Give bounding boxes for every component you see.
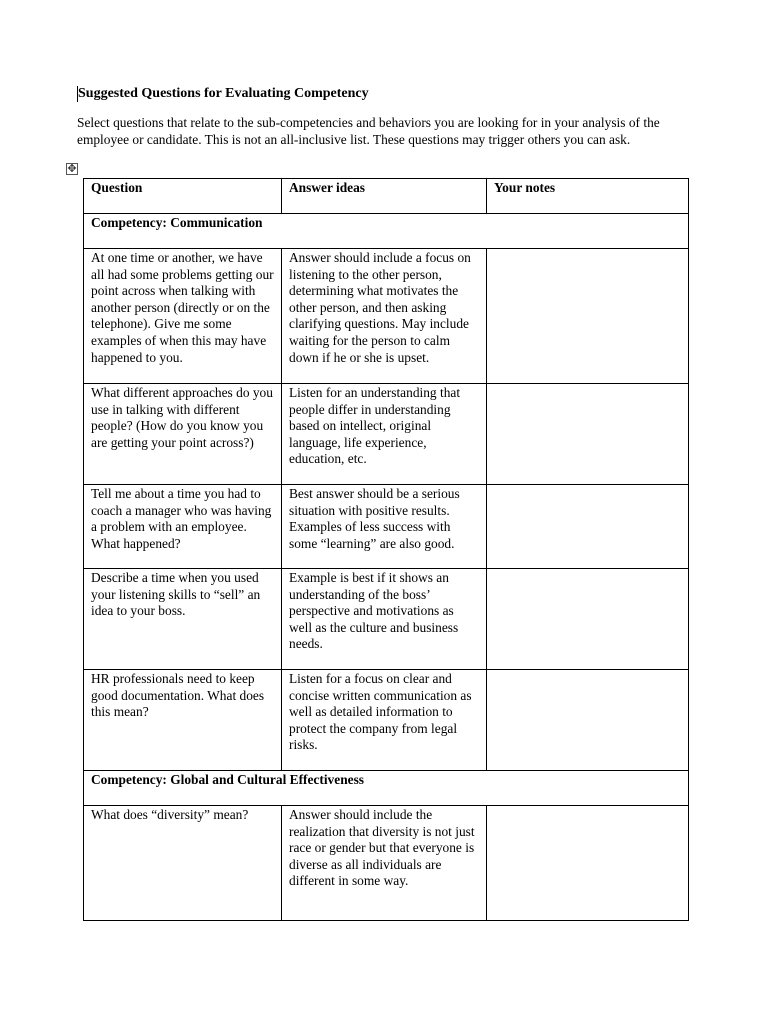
question-cell: What does “diversity” mean? [84,806,282,921]
section-title: Competency: Communication [84,214,689,249]
header-your-notes: Your notes [487,179,689,214]
notes-cell[interactable] [487,384,689,485]
table-header-row [84,179,689,214]
answer-cell: Listen for a focus on clear and concise written communication as well as detailed information to protect the company from legal risks. [282,670,487,771]
section-row-communication [84,214,689,249]
questions-table [83,178,689,921]
answer-cell: Example is best if it shows an understanding of the boss’ perspective and motivations as well as the culture and business needs. [282,569,487,670]
notes-cell[interactable] [487,485,689,569]
answer-cell: Best answer should be a serious situation with positive results. Examples of less success with some “learning” are also good. [282,485,487,569]
question-cell: At one time or another, we have all had some problems getting our point across when talking with another person (directly or on the telephone). Give me some examples of when this may have happened to you. [84,249,282,384]
answer-cell: Answer should include the realization that diversity is not just race or gender but that everyone is diverse as all individuals are different in some way. [282,806,487,921]
notes-cell[interactable] [487,670,689,771]
table-row [84,249,689,384]
notes-cell[interactable] [487,569,689,670]
table-row [84,670,689,771]
question-cell: Tell me about a time you had to coach a manager who was having a problem with an employee. What happened? [84,485,282,569]
section-row-global-cultural [84,771,689,806]
question-cell: What different approaches do you use in talking with different people? (How do you know you are getting your point across?) [84,384,282,485]
intro-paragraph: Select questions that relate to the sub-competencies and behaviors you are looking for in your analysis of the employee or candidate. This is not an all-inclusive list. These questions may trigger others you can ask. [77,115,660,147]
answer-cell: Listen for an understanding that people differ in understanding based on intellect, original language, life experience, education, etc. [282,384,487,485]
answer-cell: Answer should include a focus on listening to the other person, determining what motivates the other person, and then asking clarifying questions. May include waiting for the person to calm down if he or she is upset. [282,249,487,384]
header-question: Question [84,179,282,214]
section-title: Competency: Global and Cultural Effectiveness [84,771,689,806]
table-row [84,569,689,670]
notes-cell[interactable] [487,249,689,384]
document-title: Suggested Questions for Evaluating Competency [78,86,369,101]
question-cell: Describe a time when you used your listening skills to “sell” an idea to your boss. [84,569,282,670]
question-cell: HR professionals need to keep good documentation. What does this mean? [84,670,282,771]
table-row [84,384,689,485]
header-answer-ideas: Answer ideas [282,179,487,214]
notes-cell[interactable] [487,806,689,921]
table-row [84,806,689,921]
move-arrows-icon[interactable]: ✥ [67,162,77,175]
table-row [84,485,689,569]
